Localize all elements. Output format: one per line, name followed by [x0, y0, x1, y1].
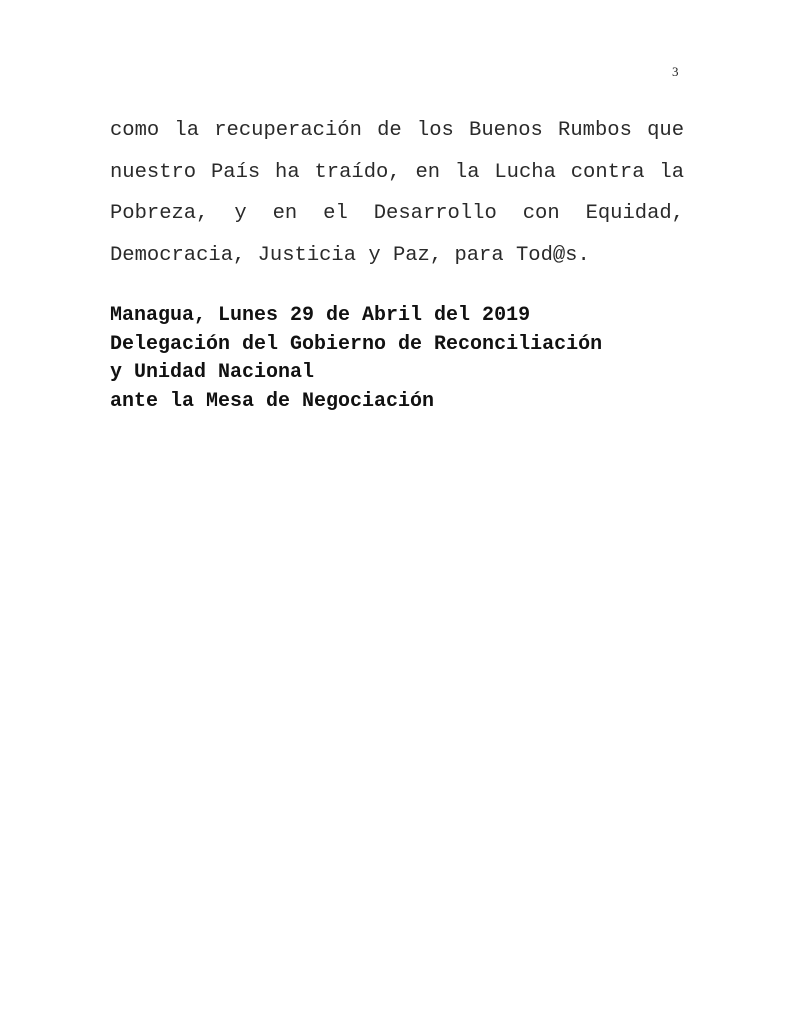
page-number: 3 [672, 64, 679, 79]
signature-negotiation-table: ante la Mesa de Negociación [110, 389, 435, 413]
signature-block [110, 302, 602, 416]
body-line: como la recuperación de los Buenos Rumbos que [110, 119, 684, 142]
body-line: Democracia, Justicia y Paz, para Tod@s. [110, 243, 590, 267]
signature-delegation: Delegación del Gobierno de Reconciliación [110, 332, 603, 356]
body-line: Pobreza, y en el Desarrollo con Equidad, [110, 202, 684, 225]
body-line: nuestro País ha traído, en la Lucha contra la [110, 160, 684, 184]
signature-government: y Unidad Nacional [110, 361, 315, 384]
signature-place-date: Managua, Lunes 29 de Abril del 2019 [110, 304, 531, 327]
body-paragraph [110, 110, 684, 276]
